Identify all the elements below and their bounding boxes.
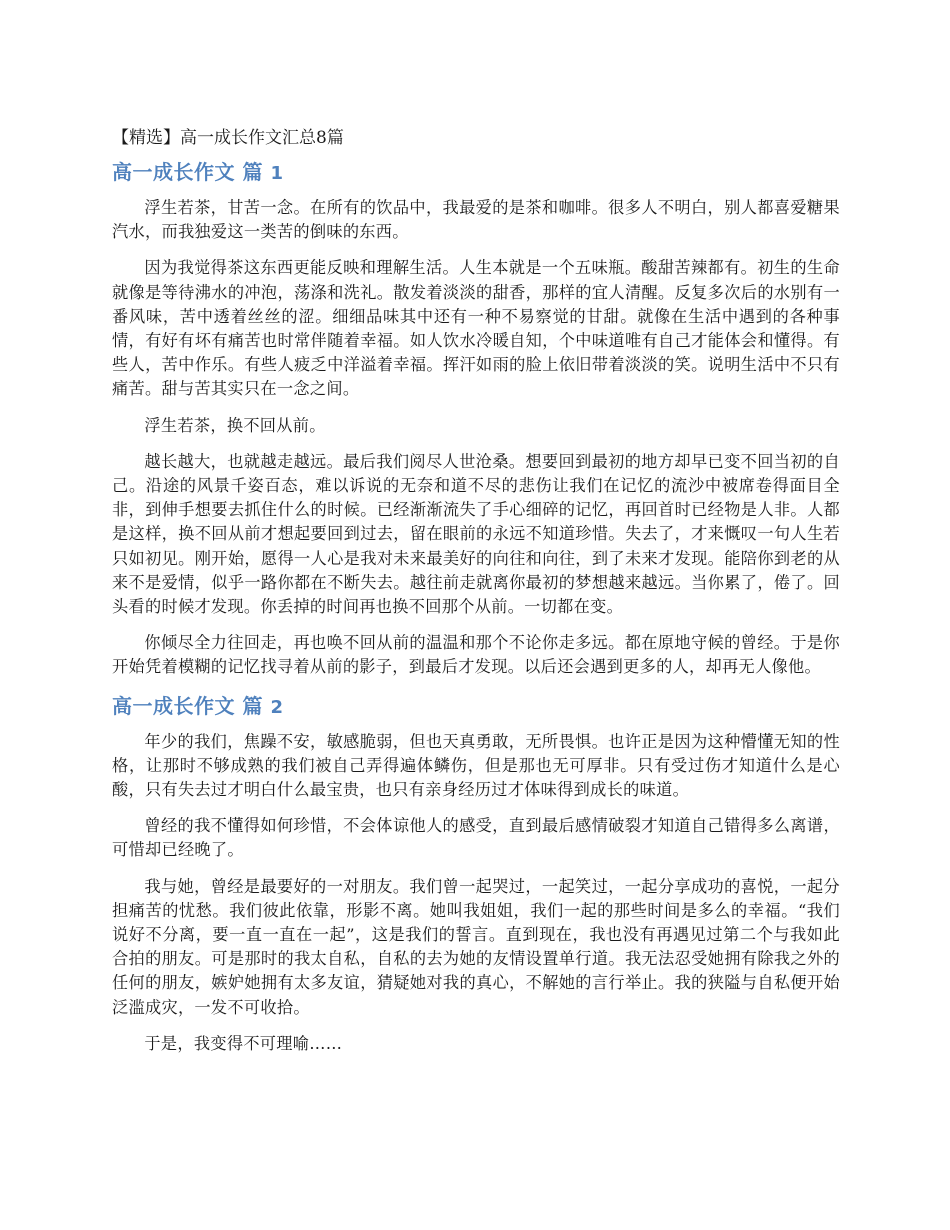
paragraph: 于是，我变得不可理喻…… bbox=[144, 1033, 343, 1053]
section-heading-number: 1 bbox=[270, 163, 284, 184]
section-heading-suffix: 篇 bbox=[242, 160, 263, 184]
section-heading-text: 高一成长作文 bbox=[112, 693, 235, 718]
section-1 bbox=[112, 158, 840, 680]
document-page bbox=[112, 124, 840, 1068]
paragraph: 我与她，曾经是最要好的一对朋友。我们曾一起哭过，一起笑过，一起分享成功的喜悦，一起分担痛苦的忧愁。我们彼此依靠，形影不离。她叫我姐姐，我们一起的那些时间是多么的幸福。“我们说好不分离，要一直一直在一起”，这是我们的誓言。直到现在，我也没有再遇见过第二个与我如此合拍的朋友。可是那时的我太自私，自私的去为她的友情设置单行道。我无法忍受她拥有除我之外的任何的朋友，嫉妒她拥有太多友谊，猜疑她对我的真心，不解她的言行举止。我的狭隘与自私便开始泛滥成灾，一发不可收拾。 bbox=[112, 876, 840, 1017]
paragraph: 因为我觉得茶这东西更能反映和理解生活。人生本就是一个五味瓶。酸甜苦辣都有。初生的生命就像是等待沸水的冲泡，荡涤和洗礼。散发着淡淡的甜香，那样的宜人清醒。反复多次后的水别有一番风味，苦中透着丝丝的涩。细细品味其中还有一种不易察觉的甘甜。就像在生活中遇到的各种事情，有好有坏有痛苦也时常伴随着幸福。如人饮水冷暖自知，个中味道唯有自己才能体会和懂得。有些人，苦中作乐。有些人疲乏中洋溢着幸福。挥汗如雨的脸上依旧带着淡淡的笑。说明生活中不只有痛苦。甜与苦其实只在一念之间。 bbox=[112, 258, 840, 399]
paragraph: 浮生若茶，换不回从前。 bbox=[144, 415, 326, 435]
paragraph: 年少的我们，焦躁不安，敏感脆弱，但也天真勇敢，无所畏惧。也许正是因为这种懵懂无知的性格，让那时不够成熟的我们被自己弄得遍体鳞伤，但是那也无可厚非。只有受过伤才知道什么是心酸，只有失去过才明白什么最宝贵，也只有亲身经历过才体味得到成长的味道。 bbox=[112, 731, 840, 800]
section-heading bbox=[112, 692, 840, 722]
section-heading-text: 高一成长作文 bbox=[112, 160, 235, 184]
paragraph: 浮生若茶，甘苦一念。在所有的饮品中，我最爱的是茶和咖啡。很多人不明白，别人都喜爱糖果汽水，而我独爱这一类苦的倒味的东西。 bbox=[112, 198, 840, 242]
section-heading-suffix: 篇 bbox=[242, 693, 263, 718]
paragraph: 你倾尽全力往回走，再也唤不回从前的温温和那个不论你走多远。都在原地守候的曾经。于是你开始凭着模糊的记忆找寻着从前的影子，到最后才发现。以后还会遇到更多的人，却再无人像他。 bbox=[112, 633, 840, 677]
section-heading bbox=[112, 158, 840, 188]
paragraph: 越长越大，也就越走越远。最后我们阅尽人世沧桑。想要回到最初的地方却早已变不回当初的自己。沿途的风景千姿百态，难以诉说的无奈和道不尽的悲伤让我们在记忆的流沙中被席卷得面目全非，到伸手想要去抓住什么的时候。已经渐渐流失了手心细碎的记忆，再回首时已经物是人非。人都是这样，换不回从前才想起要回到过去，留在眼前的永远不知道珍惜。失去了，才来慨叹一句人生若只如初见。刚开始，愿得一人心是我对未来最美好的向往和向往，到了未来才发现。能陪你到老的从来不是爱情，似乎一路你都在不断失去。越往前走就离你最初的梦想越来越远。当你累了，倦了。回头看的时候才发现。你丢掉的时间再也换不回那个从前。一切都在变。 bbox=[112, 451, 840, 617]
section-2 bbox=[112, 692, 840, 1056]
section-heading-number: 2 bbox=[270, 696, 284, 718]
paragraph: 曾经的我不懂得如何珍惜，不会体谅他人的感受，直到最后感情破裂才知道自己错得多么离谱，可惜却已经晚了。 bbox=[112, 816, 840, 860]
document-title: 【精选】高一成长作文汇总8篇 bbox=[112, 128, 344, 148]
